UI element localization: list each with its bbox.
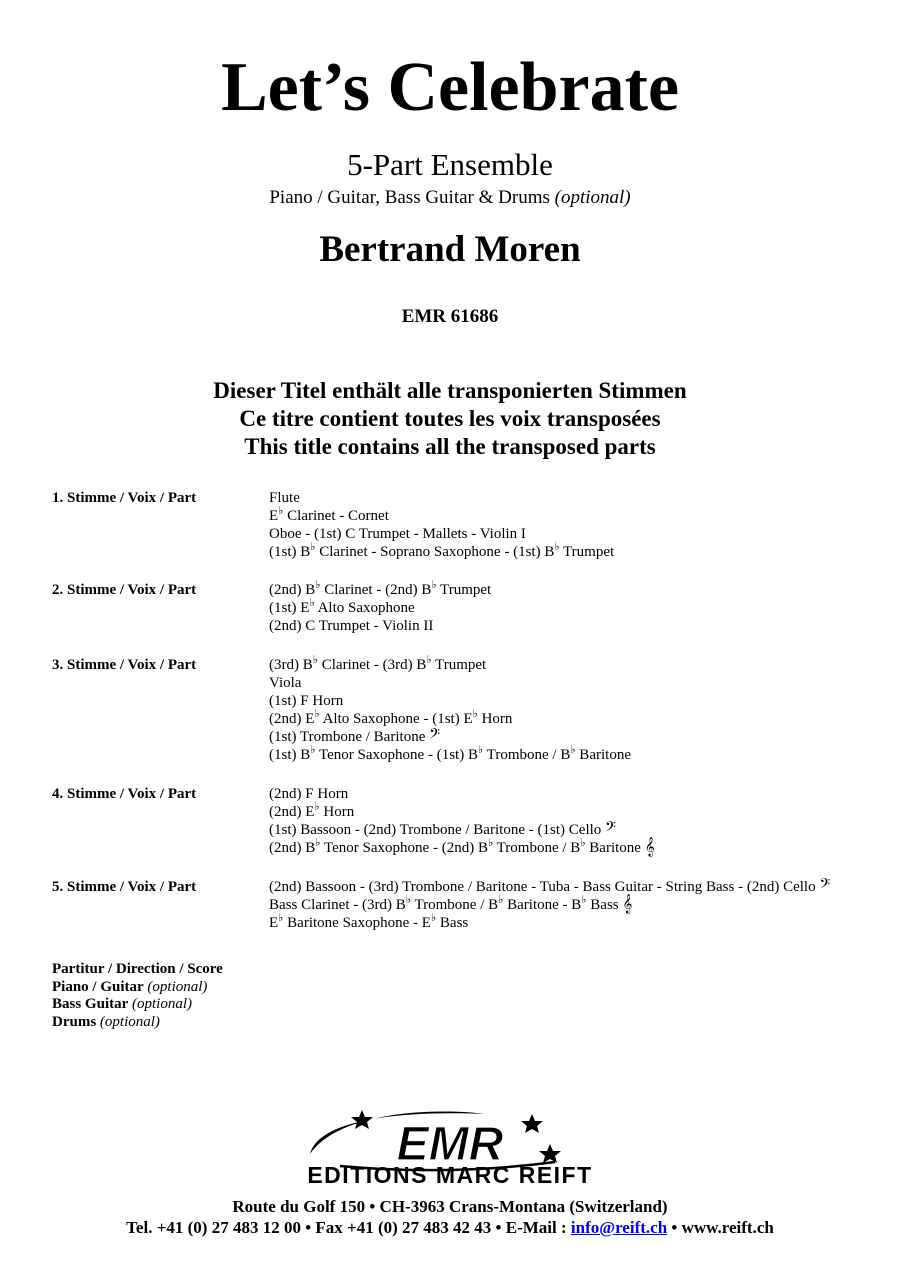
extra-score: Partitur / Direction / Score (52, 961, 223, 977)
part-3-item: (1st) B♭ Tenor Saxophone - (1st) B♭ Trombone / B♭ Baritone (269, 744, 631, 763)
logo-star-bottom (539, 1144, 561, 1163)
instrumentation (0, 186, 900, 210)
logo-star-right (521, 1114, 543, 1133)
part-3-instruments (269, 656, 631, 764)
contact-prefix: Tel. +41 (0) 27 483 12 00 • Fax +41 (0) 27 483 42 43 • E-Mail : (126, 1218, 571, 1237)
logo-publisher-name: EDITIONS MARC REIFT (307, 1162, 593, 1184)
part-3-item: (2nd) E♭ Alto Saxophone - (1st) E♭ Horn (269, 708, 513, 727)
transposition-notice (0, 377, 900, 461)
publisher-address: Route du Golf 150 • CH-3963 Crans-Montana (Switzerland) (232, 1197, 668, 1216)
extra-piano-guitar: Piano / Guitar (optional) (52, 978, 208, 995)
contact-suffix: • www.reift.ch (667, 1218, 774, 1237)
part-4-item: (2nd) B♭ Tenor Saxophone - (2nd) B♭ Trombone / B♭ Baritone 𝄞 (269, 837, 655, 857)
instrumentation-optional: (optional) (554, 187, 631, 208)
part-1-item: Flute (269, 490, 300, 506)
part-4-instruments (269, 785, 655, 857)
part-4-item: (1st) Bassoon - (2nd) Trombone / Baritone - (1st) Cello 𝄢 (269, 819, 616, 839)
part-2-item: (2nd) C Trumpet - Violin II (269, 618, 434, 634)
part-3-item: Viola (269, 675, 302, 691)
part-2-label: 2. Stimme / Voix / Part (52, 582, 197, 598)
part-4-label: 4. Stimme / Voix / Part (52, 786, 197, 802)
part-2-instruments (269, 581, 491, 635)
publisher-logo (240, 1104, 660, 1184)
part-1-item: (1st) B♭ Clarinet - Soprano Saxophone - (1st) B♭ Trumpet (269, 541, 615, 560)
part-5-instruments (269, 878, 830, 932)
part-4-item: (2nd) F Horn (269, 786, 349, 802)
part-1-instruments (269, 489, 614, 561)
part-3-item: (1st) F Horn (269, 693, 344, 709)
part-1-label: 1. Stimme / Voix / Part (52, 490, 197, 506)
composer-name: Bertrand Moren (319, 229, 581, 270)
page-title: Let’s Celebrate (220, 49, 680, 126)
part-5-item: Bass Clarinet - (3rd) B♭ Trombone / B♭ Baritone - B♭ Bass 𝄞 (269, 894, 633, 914)
notice-line-de: Dieser Titel enthält alle transponierten Stimmen (213, 378, 687, 403)
part-3-item: (1st) Trombone / Baritone 𝄢 (269, 726, 441, 746)
publisher-contact (0, 1217, 900, 1239)
part-5-item: (2nd) Bassoon - (3rd) Trombone / Baritone - Tuba - Bass Guitar - String Bass - (2nd) Cello 𝄢 (269, 876, 831, 896)
part-3-item: (3rd) B♭ Clarinet - (3rd) B♭ Trumpet (269, 654, 487, 673)
notice-line-fr: Ce titre contient toutes les voix transposées (239, 406, 661, 431)
part-4-item: (2nd) E♭ Horn (269, 801, 355, 820)
email-link[interactable]: info@reift.ch (570, 1218, 668, 1237)
part-1-item: Oboe - (1st) C Trumpet - Mallets - Violin I (269, 526, 526, 542)
part-5-label: 5. Stimme / Voix / Part (52, 879, 197, 895)
logo-mark: EMR (396, 1118, 504, 1171)
extra-bass-guitar: Bass Guitar (optional) (52, 996, 193, 1012)
extra-drums: Drums (optional) (52, 1013, 160, 1030)
catalog-number: EMR 61686 (401, 306, 499, 327)
part-3-label: 3. Stimme / Voix / Part (52, 657, 197, 673)
part-2-item: (1st) E♭ Alto Saxophone (269, 597, 415, 616)
instrumentation-main: Piano / Guitar, Bass Guitar & Drums (269, 187, 550, 208)
notice-line-en: This title contains all the transposed parts (244, 434, 656, 459)
part-2-item: (2nd) B♭ Clarinet - (2nd) B♭ Trumpet (269, 579, 492, 598)
subtitle: 5-Part Ensemble (347, 147, 553, 182)
part-5-item: E♭ Baritone Saxophone - E♭ Bass (269, 912, 469, 931)
extra-parts-list (52, 961, 223, 1031)
logo-star-left (351, 1110, 373, 1129)
part-1-item: E♭ Clarinet - Cornet (269, 505, 389, 524)
